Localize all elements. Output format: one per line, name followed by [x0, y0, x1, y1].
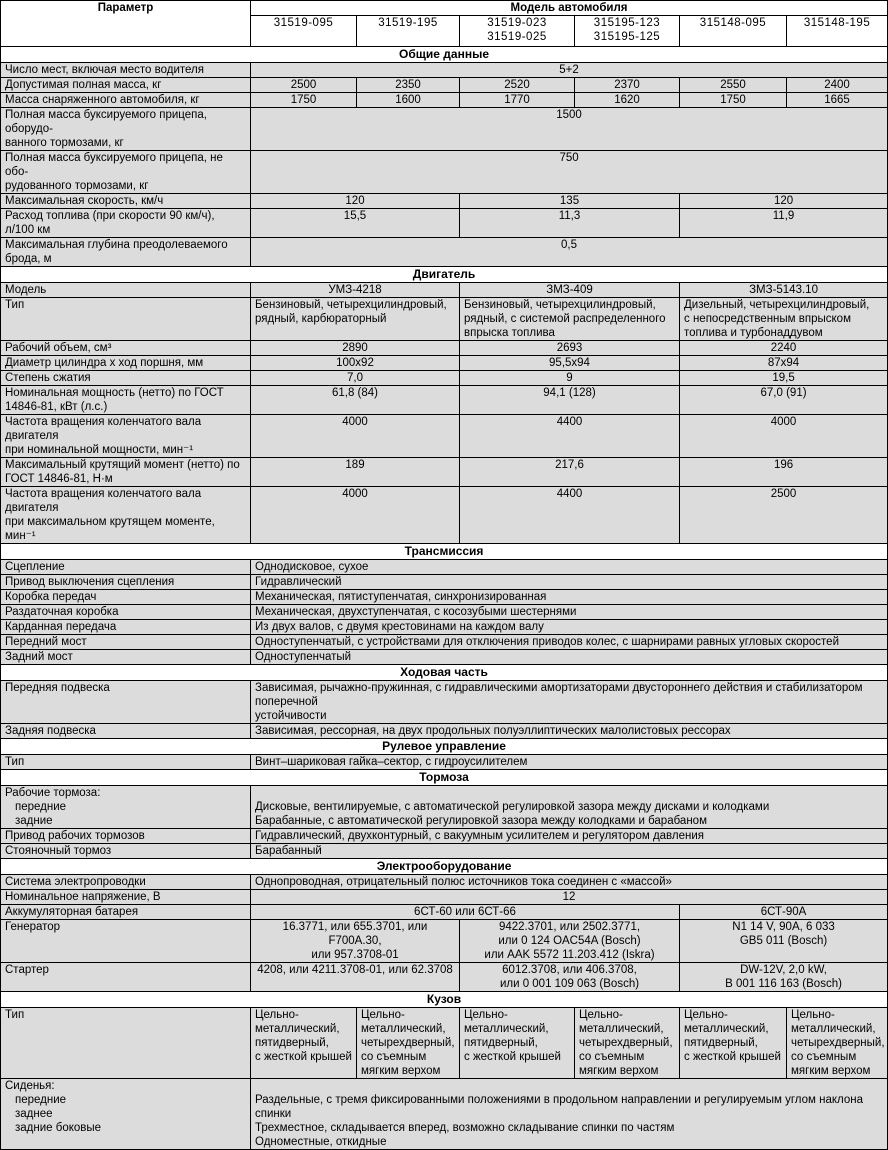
body-front-value: Раздельные, с тремя фиксированными положениями в продольном направлении и регулируемым углом наклона спинки	[255, 1094, 864, 1120]
brakes-rear-label: задние	[15, 815, 53, 827]
row-label: Раздаточная коробка	[1, 605, 251, 620]
row-label: Передний мост	[1, 635, 251, 650]
row-value	[251, 786, 888, 829]
row-value: 120	[680, 194, 888, 209]
row-value: Зависимая, рычажно-пружинная, с гидравлическими амортизаторами двустороннего действия и стабилизатором поперечной устойчивости	[251, 681, 888, 724]
section-title: Двигатель	[1, 267, 888, 283]
body-seats-label: Сиденья:	[5, 1080, 55, 1092]
row-value: Цельно- металлический, пятидверный, с жесткой крышей	[460, 1008, 575, 1079]
row-value: ЗМЗ-5143.10	[680, 283, 888, 298]
row-value: 9	[460, 371, 680, 386]
row-label: Модель	[1, 283, 251, 298]
row-label: Тип	[1, 755, 251, 770]
row-label: Система электропроводки	[1, 875, 251, 890]
row-value: 135	[460, 194, 680, 209]
row-value: 2550	[680, 78, 787, 93]
section-title: Кузов	[1, 992, 888, 1008]
row-value: Механическая, пятиступенчатая, синхронизированная	[251, 590, 888, 605]
row-label: Генератор	[1, 920, 251, 963]
row-value: Цельно- металлический, четырехдверный, со съемным мягким верхом	[357, 1008, 460, 1079]
row-label: Задняя подвеска	[1, 724, 251, 739]
row-label: Допустимая полная масса, кг	[1, 78, 251, 93]
row-value: Цельно- металлический, пятидверный, с жесткой крышей	[251, 1008, 357, 1079]
row-value: Одноступенчатый	[251, 650, 888, 665]
row-value: 4208, или 4211.3708-01, или 62.3708	[251, 963, 460, 992]
row-label: Рабочий объем, см³	[1, 341, 251, 356]
row-value: 4400	[460, 415, 680, 458]
row-value: Цельно- металлический, четырехдверный, со съемным мягким верхом	[787, 1008, 888, 1079]
row-value: 1750	[251, 93, 357, 108]
row-label: Масса снаряженного автомобиля, кг	[1, 93, 251, 108]
row-value: 2520	[460, 78, 575, 93]
row-label: Степень сжатия	[1, 371, 251, 386]
row-value	[251, 1079, 888, 1150]
row-label: Привод выключения сцепления	[1, 575, 251, 590]
row-value: 1665	[787, 93, 888, 108]
row-value: Механическая, двухступенчатая, с косозубыми шестернями	[251, 605, 888, 620]
row-label: Максимальный крутящий момент (нетто) по ГОСТ 14846-81, Н·м	[1, 458, 251, 487]
row-label: Полная масса буксируемого прицепа, оборудо- ванного тормозами, кг	[1, 108, 251, 151]
section-title: Электрооборудование	[1, 859, 888, 875]
model-col: 31519-023 31519-025	[460, 16, 575, 47]
section-title: Ходовая часть	[1, 665, 888, 681]
section-title: Трансмиссия	[1, 544, 888, 560]
param-header: Параметр	[1, 1, 251, 47]
row-value: 4400	[460, 487, 680, 544]
row-value: 2500	[251, 78, 357, 93]
row-value: 15,5	[251, 209, 460, 238]
row-label: Частота вращения коленчатого вала двигателя при максимальном крутящем моменте, мин⁻¹	[1, 487, 251, 544]
body-side-value: Одноместные, откидные	[255, 1136, 387, 1148]
row-label: Частота вращения коленчатого вала двигателя при номинальной мощности, мин⁻¹	[1, 415, 251, 458]
row-value: Зависимая, рессорная, на двух продольных полуэллиптических малолистовых рессорах	[251, 724, 888, 739]
row-value: 6СТ-90А	[680, 905, 888, 920]
row-label: Передняя подвеска	[1, 681, 251, 724]
body-side-label: задние боковые	[15, 1122, 102, 1134]
row-value: 189	[251, 458, 460, 487]
row-value: Винт–шариковая гайка–сектор, с гидроусилителем	[251, 755, 888, 770]
row-value: Однопроводная, отрицательный полюс источников тока соединен с «массой»	[251, 875, 888, 890]
row-value: 87x94	[680, 356, 888, 371]
row-label	[1, 1079, 251, 1150]
row-value: 95,5x94	[460, 356, 680, 371]
model-col: 31519-095	[251, 16, 357, 47]
model-col: 315195-123 315195-125	[575, 16, 680, 47]
row-value: 67,0 (91)	[680, 386, 888, 415]
body-front-label: передние	[15, 1094, 67, 1106]
row-value: 196	[680, 458, 888, 487]
row-value: Цельно- металлический, четырехдверный, со съемным мягким верхом	[575, 1008, 680, 1079]
row-label	[1, 786, 251, 829]
row-label: Максимальная глубина преодолеваемого брода, м	[1, 238, 251, 267]
row-value: 11,3	[460, 209, 680, 238]
row-value: 1750	[680, 93, 787, 108]
brakes-rear-value: Барабанные, с автоматической регулировкой зазора между колодками и барабаном	[255, 815, 707, 827]
row-value: 0,5	[251, 238, 888, 267]
row-value: N1 14 V, 90A, 6 033 GB5 011 (Bosch)	[680, 920, 888, 963]
row-value: 4000	[251, 415, 460, 458]
row-label: Максимальная скорость, км/ч	[1, 194, 251, 209]
row-value: 4000	[251, 487, 460, 544]
row-value: 2890	[251, 341, 460, 356]
row-value: Бензиновый, четырехцилиндровый, рядный, с системой распределенного впрыска топлива	[460, 298, 680, 341]
row-value: 94,1 (128)	[460, 386, 680, 415]
row-label: Номинальное напряжение, В	[1, 890, 251, 905]
model-col: 315148-195	[787, 16, 888, 47]
row-label: Сцепление	[1, 560, 251, 575]
row-label: Диаметр цилиндра х ход поршня, мм	[1, 356, 251, 371]
row-value: Одноступенчатый, с устройствами для отключения приводов колес, с шарнирами равных угловых скоростей	[251, 635, 888, 650]
brakes-front-value: Дисковые, вентилируемые, с автоматической регулировкой зазора между дисками и колодками	[255, 801, 770, 813]
row-value: 2370	[575, 78, 680, 93]
row-value: 750	[251, 151, 888, 194]
brakes-front-label: передние	[15, 801, 67, 813]
row-label: Расход топлива (при скорости 90 км/ч), л/100 км	[1, 209, 251, 238]
row-value: DW-12V, 2,0 kW, B 001 116 163 (Bosch)	[680, 963, 888, 992]
row-label: Карданная передача	[1, 620, 251, 635]
row-value: 2400	[787, 78, 888, 93]
model-col: 31519-195	[357, 16, 460, 47]
row-value: 7,0	[251, 371, 460, 386]
row-value: 6СТ-60 или 6СТ-66	[251, 905, 680, 920]
section-title: Общие данные	[1, 47, 888, 63]
row-value: 16.3771, или 655.3701, или F700A.30, или 957.3708-01	[251, 920, 460, 963]
row-value: 61,8 (84)	[251, 386, 460, 415]
row-value: 1620	[575, 93, 680, 108]
body-rear-value: Трехместное, складывается вперед, возможно складывание спинки по частям	[255, 1122, 675, 1134]
row-value: 217,6	[460, 458, 680, 487]
model-col: 315148-095	[680, 16, 787, 47]
row-value: 1500	[251, 108, 888, 151]
row-value: Бензиновый, четырехцилиндровый, рядный, карбюраторный	[251, 298, 460, 341]
row-value: 19,5	[680, 371, 888, 386]
row-value: Гидравлический, двухконтурный, с вакуумным усилителем и регулятором давления	[251, 829, 888, 844]
section-title: Тормоза	[1, 770, 888, 786]
row-value: Однодисковое, сухое	[251, 560, 888, 575]
section-title: Рулевое управление	[1, 739, 888, 755]
row-value: 1770	[460, 93, 575, 108]
row-value: 12	[251, 890, 888, 905]
row-value: 11,9	[680, 209, 888, 238]
row-value: 2500	[680, 487, 888, 544]
row-label: Стояночный тормоз	[1, 844, 251, 859]
row-label: Задний мост	[1, 650, 251, 665]
row-label: Стартер	[1, 963, 251, 992]
row-value: Цельно- металлический, пятидверный, с жесткой крышей	[680, 1008, 787, 1079]
row-value: 6012.3708, или 406.3708, или 0 001 109 063 (Bosch)	[460, 963, 680, 992]
row-value: 5+2	[251, 63, 888, 78]
model-header: Модель автомобиля	[251, 1, 888, 16]
row-value: Из двух валов, с двумя крестовинами на каждом валу	[251, 620, 888, 635]
row-value: 2350	[357, 78, 460, 93]
row-label: Номинальная мощность (нетто) по ГОСТ 14846-81, кВт (л.с.)	[1, 386, 251, 415]
row-label: Число мест, включая место водителя	[1, 63, 251, 78]
row-value: 1600	[357, 93, 460, 108]
row-label: Аккумуляторная батарея	[1, 905, 251, 920]
row-value: Барабанный	[251, 844, 888, 859]
row-value: УМЗ-4218	[251, 283, 460, 298]
row-label: Привод рабочих тормозов	[1, 829, 251, 844]
row-value: 100x92	[251, 356, 460, 371]
brakes-service-label: Рабочие тормоза:	[5, 787, 101, 799]
row-value: 9422.3701, или 2502.3771, или 0 124 OAC54A (Bosch) или AAK 5572 11.203.412 (Iskra)	[460, 920, 680, 963]
row-label: Коробка передач	[1, 590, 251, 605]
row-label: Полная масса буксируемого прицепа, не обо- рудованного тормозами, кг	[1, 151, 251, 194]
row-value: 4000	[680, 415, 888, 458]
body-rear-label: заднее	[15, 1108, 53, 1120]
row-value: 2693	[460, 341, 680, 356]
row-value: 120	[251, 194, 460, 209]
row-label: Тип	[1, 1008, 251, 1079]
row-value: Гидравлический	[251, 575, 888, 590]
row-value: 2240	[680, 341, 888, 356]
row-value: Дизельный, четырехцилиндровый, с непосредственным впрыском топлива и турбонаддувом	[680, 298, 888, 341]
row-label: Тип	[1, 298, 251, 341]
row-value: ЗМЗ-409	[460, 283, 680, 298]
